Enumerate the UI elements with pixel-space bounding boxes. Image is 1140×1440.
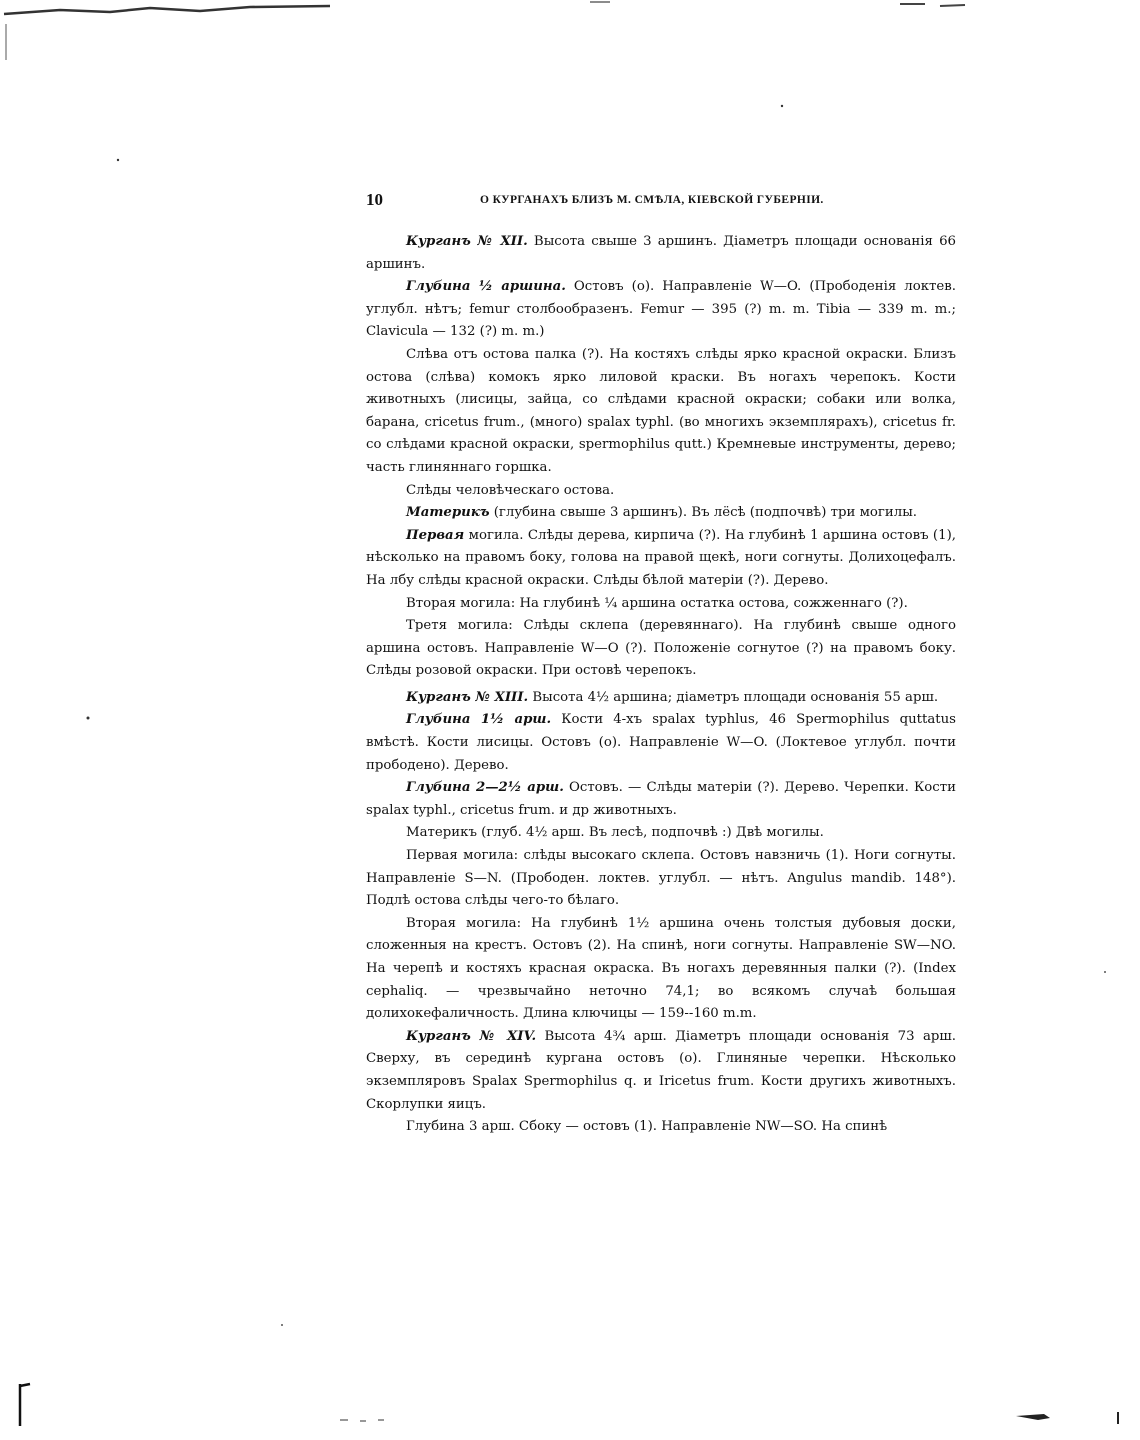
paragraph-lead: Курганъ № XIV. xyxy=(406,1028,537,1044)
paragraph-text: Материкъ (глуб. 4½ арш. Въ лесѣ, подпочвѣ :) Двѣ могилы. xyxy=(406,825,824,841)
paragraph xyxy=(366,231,956,276)
body-text xyxy=(366,231,956,1139)
paragraph xyxy=(366,845,956,913)
paragraph xyxy=(366,502,956,525)
paragraph xyxy=(366,615,956,683)
page-header xyxy=(366,190,956,216)
paragraph-text: Кости 4-хъ spalax typhlus, 46 Spermophilus quttatus вмѣстѣ. Кости лисицы. Остовъ (о). Направленіе W—O. (Локтевое углубл. почти прободено). Дерево. xyxy=(366,712,956,773)
paragraph-lead: Глубина ½ аршина. xyxy=(406,279,566,295)
paragraph-lead: Глубина 1½ арш. xyxy=(406,712,552,728)
paragraph-text: (глубина свыше 3 аршинъ). Въ лёсѣ (подпочвѣ) три могилы. xyxy=(489,505,918,521)
paragraph-text: Остовъ (о). Направленіе W—O. (Прободенія локтев. углубл. нѣтъ; femur столбообразенъ. Femur — 395 (?) m. m. Tibia — 339 m. m.; Clavicula — 132 (?) m. m.) xyxy=(366,279,956,340)
paragraph-lead: Курганъ № XIII. xyxy=(406,689,529,705)
running-head: О КУРГАНАХЪ БЛИЗЪ М. СМѢЛА, КІЕВСКОЙ ГУБЕРНІИ. xyxy=(480,194,824,206)
paragraph-lead: Материкъ xyxy=(406,505,490,521)
paragraph-text: Высота 4½ аршина; діаметръ площади основанія 55 арш. xyxy=(528,689,939,705)
paragraph xyxy=(366,525,956,593)
page-number: 10 xyxy=(366,190,383,209)
paragraph-text: Третя могила: Слѣды склепа (деревяннаго). На глубинѣ свыше одного аршина остовъ. Направленіе W—O (?). Положеніе согнутое (?) на правомъ боку. Слѣды розовой окраски. При остовѣ черепокъ. xyxy=(366,618,956,679)
paragraph xyxy=(366,777,956,822)
paragraph xyxy=(366,822,956,845)
paragraph xyxy=(366,687,956,710)
paragraph xyxy=(366,1116,956,1139)
paragraph xyxy=(366,344,956,480)
paragraph-text: Высота 4¾ арш. Діаметръ площади основанія 73 арш. Сверху, въ серединѣ кургана остовъ (о). Глиняные черепки. Нѣсколько экземпляровъ Spalax Spermophilus q. и Iricetus frum. Кости другихъ животныхъ. Скорлупки яицъ. xyxy=(366,1028,957,1112)
paragraph-text: Вторая могила: На глубинѣ 1½ аршина очень толстыя дубовыя доски, сложенныя на крестъ. Остовъ (2). На спинѣ, ноги согнуты. Направленіе SW—NO. На черепѣ и костяхъ красная окраска. Въ ногахъ деревянныя палки (?). (Index cephaliq. — чрезвычайно неточно 74,1; во всякомъ случаѣ большая долихокефаличность. Длина ключицы — 159--160 m.m. xyxy=(366,915,956,1022)
paragraph-lead: Глубина 2—2½ арш. xyxy=(406,780,564,796)
paragraph-text: Первая могила: слѣды высокаго склепа. Остовъ навзничь (1). Ноги согнуты. Направленіе S—N. (Прободен. локтев. углубл. — нѣтъ. Angulus mandib. 148°). Подлѣ остова слѣды чего-то бѣлаго. xyxy=(366,848,956,909)
paragraph-text: Высота свыше 3 аршинъ. Діаметръ площади основанія 66 аршинъ. xyxy=(366,234,956,272)
paragraph xyxy=(366,709,956,777)
paragraph-text: Слѣва отъ остова палка (?). На костяхъ слѣды ярко красной окраски. Близъ остова (слѣва) комокъ ярко лиловой краски. Въ ногахъ черепокъ. Кости животныхъ (лисицы, зайца, со слѣдами красной окраски; собаки или волка, барана, cricetus frum., (много) spalax typhl. (во многихъ экземплярахъ), cricetus fr. со слѣдами красной окраски, spermophilus qutt.) Кремневые инструменты, дерево; часть глиняннаго горшка. xyxy=(366,346,956,475)
paragraph xyxy=(366,913,956,1026)
paragraph-text: Слѣды человѣческаго остова. xyxy=(406,482,615,498)
paragraph-lead: Курганъ № XII. xyxy=(406,234,528,249)
paragraph xyxy=(366,480,956,503)
paragraph-text: Глубина 3 арш. Сбоку — остовъ (1). Направленіе NW—SO. На спинѣ xyxy=(406,1119,888,1135)
paragraph-text: могила. Слѣды дерева, кирпича (?). На глубинѣ 1 аршина остовъ (1), нѣсколько на правомъ боку, голова на правой щекѣ, ноги согнуты. Долихоцефалъ. На лбу слѣды красной окраски. Слѣды бѣлой матеріи (?). Дерево. xyxy=(366,527,956,588)
paragraph-lead: Первая xyxy=(406,527,465,543)
paragraph-text: Остовъ. — Слѣды матеріи (?). Дерево. Черепки. Кости spalax typhl., cricetus frum. и др животныхъ. xyxy=(366,780,956,818)
paragraph xyxy=(366,1026,956,1116)
paragraph xyxy=(366,276,956,344)
paragraph xyxy=(366,593,956,616)
paragraph-text: Вторая могила: На глубинѣ ¼ аршина остатка остова, сожженнаго (?). xyxy=(406,595,908,611)
